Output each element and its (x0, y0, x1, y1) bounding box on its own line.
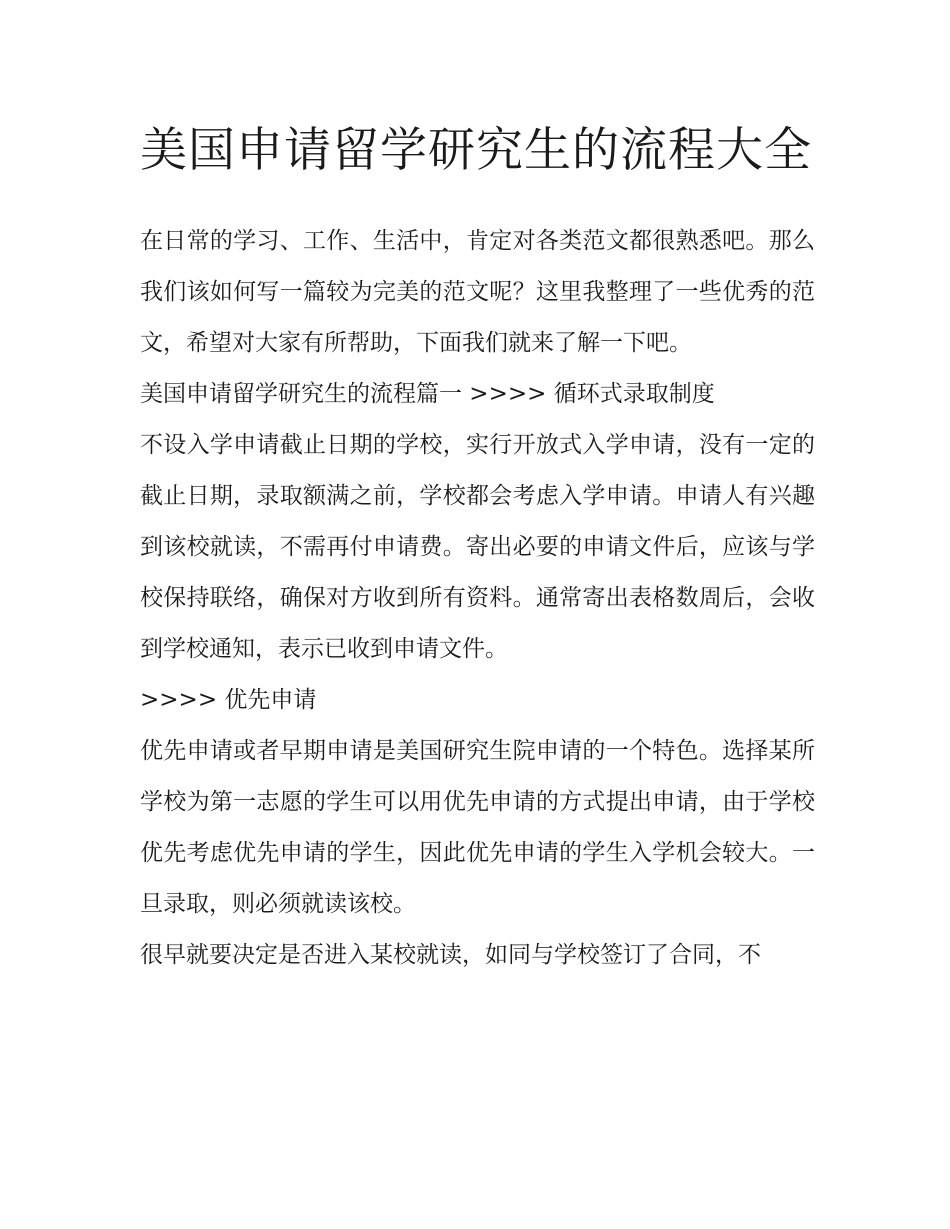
rolling-admission-paragraph: 不设入学申请截止日期的学校，实行开放式入学申请，没有一定的截止日期，录取额满之前，学校都会考虑入学申请。申请人有兴趣到该校就读，不需再付申请费。寄出必要的申请文件后，应该与学校保持联络，确保对方收到所有资料。通常寄出表格数周后，会收到学校通知，表示已收到申请文件。 (140, 432, 815, 662)
section-heading-rolling-admission: 美国申请留学研究生的流程篇一 >>>> 循环式录取制度 (140, 381, 715, 407)
intro-paragraph: 在日常的学习、工作、生活中，肯定对各类范文都很熟悉吧。那么我们该如何写一篇较为完美的范文呢？这里我整理了一些优秀的范文，希望对大家有所帮助，下面我们就来了解一下吧。 (140, 228, 815, 356)
section-heading-priority-application: >>>> 优先申请 (140, 687, 317, 713)
document-page (140, 112, 815, 981)
priority-application-paragraph: 优先申请或者早期申请是美国研究生院申请的一个特色。选择某所学校为第一志愿的学生可以用优先申请的方式提出申请，由于学校优先考虑优先申请的学生，因此优先申请的学生入学机会较大。一旦录取，则必须就读该校。 (140, 738, 815, 917)
document-body (140, 216, 815, 981)
early-decision-paragraph: 很早就要决定是否进入某校就读，如同与学校签订了合同，不 (140, 942, 761, 968)
document-title: 美国申请留学研究生的流程大全 (140, 123, 812, 178)
